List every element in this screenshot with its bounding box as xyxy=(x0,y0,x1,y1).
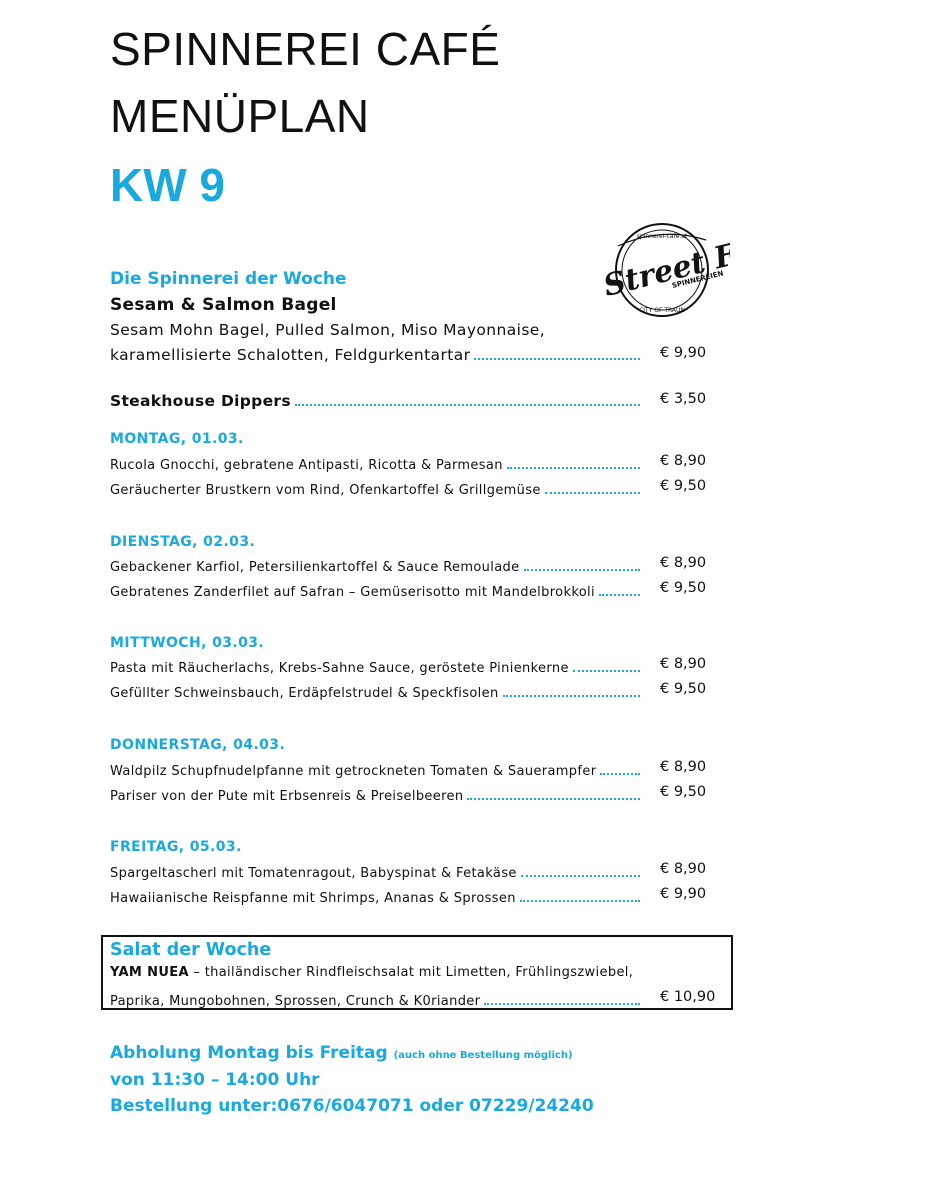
day-label-thursday: DONNERSTAG, 04.03. xyxy=(110,737,286,753)
order-phone: Bestellung unter:0676/6047071 oder 07229/24240 xyxy=(110,1096,594,1116)
street-food-logo xyxy=(598,216,730,324)
menu-item-name: Gebackener Karfiol, Petersilienkartoffel & Sauce Remoulade xyxy=(110,560,520,575)
special-description-2: karamellisierte Schalotten, Feldgurkentartar xyxy=(110,346,471,364)
day-label-friday: FREITAG, 05.03. xyxy=(110,839,242,855)
special-description: Sesam Mohn Bagel, Pulled Salmon, Miso Mayonnaise, xyxy=(110,321,546,339)
menu-item-name: Pasta mit Räucherlachs, Krebs-Sahne Sauce, geröstete Pinienkerne xyxy=(110,661,569,676)
dippers-name: Steakhouse Dippers xyxy=(110,392,291,410)
dot-leader xyxy=(507,467,640,469)
dippers-line xyxy=(110,390,642,410)
day-label-wednesday: MITTWOCH, 03.03. xyxy=(110,635,265,651)
salad-price: € 10,90 xyxy=(660,989,716,1005)
svg-text:Street Food: Street Food xyxy=(600,222,730,304)
menu-item-price: € 8,90 xyxy=(660,861,707,877)
menu-item-name: Gefüllter Schweinsbauch, Erdäpfelstrudel & Speckfisolen xyxy=(110,686,499,701)
title-line-1: SPINNEREI CAFÉ xyxy=(110,23,501,75)
menu-item-name: Spargeltascherl mit Tomatenragout, Babyspinat & Fetakäse xyxy=(110,866,517,881)
dot-leader xyxy=(520,900,640,902)
menu-item xyxy=(110,656,642,676)
menu-item xyxy=(110,555,642,575)
week-number: KW 9 xyxy=(110,159,225,211)
salad-heading: Salat der Woche xyxy=(110,940,272,960)
menu-item xyxy=(110,886,642,906)
dot-leader xyxy=(545,492,640,494)
dot-leader xyxy=(484,1003,640,1005)
salad-line xyxy=(110,989,642,1009)
menu-item xyxy=(110,759,642,779)
special-description-line xyxy=(110,344,642,364)
menu-item xyxy=(110,580,642,600)
title-line-2: MENÜPLAN xyxy=(110,90,370,142)
dot-leader xyxy=(524,569,641,571)
menu-item xyxy=(110,478,642,498)
menu-item-price: € 8,90 xyxy=(660,759,707,775)
menu-item-price: € 9,50 xyxy=(660,478,707,494)
menu-item-name: Hawaiianische Reispfanne mit Shrimps, Ananas & Sprossen xyxy=(110,891,516,906)
menu-item-price: € 8,90 xyxy=(660,555,707,571)
menu-item-price: € 8,90 xyxy=(660,453,707,469)
salad-description-2: Paprika, Mungobohnen, Sprossen, Crunch & K0riander xyxy=(110,994,481,1009)
menu-item xyxy=(110,453,642,473)
menu-item-price: € 9,50 xyxy=(660,784,707,800)
dot-leader xyxy=(474,358,640,360)
menu-item xyxy=(110,784,642,804)
dot-leader xyxy=(573,670,640,672)
pickup-hours: von 11:30 – 14:00 Uhr xyxy=(110,1070,320,1090)
day-label-tuesday: DIENSTAG, 02.03. xyxy=(110,534,256,550)
dot-leader xyxy=(295,404,640,406)
menu-item-name: Waldpilz Schupfnudelpfanne mit getrockneten Tomaten & Sauerampfer xyxy=(110,764,597,779)
dot-leader xyxy=(521,875,640,877)
dot-leader xyxy=(503,695,640,697)
salad-name: YAM NUEA xyxy=(110,965,189,980)
menu-item-name: Gebratenes Zanderfilet auf Safran – Gemüserisotto mit Mandelbrokkoli xyxy=(110,585,595,600)
salad-description xyxy=(110,965,633,980)
pickup-note: (auch ohne Bestellung möglich) xyxy=(393,1050,573,1061)
dot-leader xyxy=(599,594,640,596)
svg-text:SPINNEREIEN: SPINNEREIEN xyxy=(671,269,725,290)
menu-item-name: Geräucherter Brustkern vom Rind, Ofenkartoffel & Grillgemüse xyxy=(110,483,541,498)
special-name: Sesam & Salmon Bagel xyxy=(110,295,337,315)
menu-item-name: Rucola Gnocchi, gebratene Antipasti, Ricotta & Parmesan xyxy=(110,458,503,473)
dot-leader xyxy=(600,773,640,775)
svg-text:CITY OF TRAUN: CITY OF TRAUN xyxy=(639,307,685,314)
menu-item-price: € 9,50 xyxy=(660,580,707,596)
pickup-info xyxy=(110,1043,573,1063)
dot-leader xyxy=(467,798,640,800)
menu-item-price: € 8,90 xyxy=(660,656,707,672)
dippers-price: € 3,50 xyxy=(660,391,707,407)
special-price: € 9,90 xyxy=(660,345,707,361)
special-heading: Die Spinnerei der Woche xyxy=(110,269,347,289)
menu-item xyxy=(110,681,642,701)
menu-item xyxy=(110,861,642,881)
menu-item-price: € 9,50 xyxy=(660,681,707,697)
svg-text:spinnerei-cafe.at: spinnerei-cafe.at xyxy=(636,233,688,240)
menu-item-price: € 9,90 xyxy=(660,886,707,902)
pickup-text: Abholung Montag bis Freitag xyxy=(110,1043,388,1063)
day-label-monday: MONTAG, 01.03. xyxy=(110,431,244,447)
menu-item-name: Pariser von der Pute mit Erbsenreis & Preiselbeeren xyxy=(110,789,464,804)
salad-description-1: – thailändischer Rindfleischsalat mit Limetten, Frühlingszwiebel, xyxy=(188,965,634,980)
